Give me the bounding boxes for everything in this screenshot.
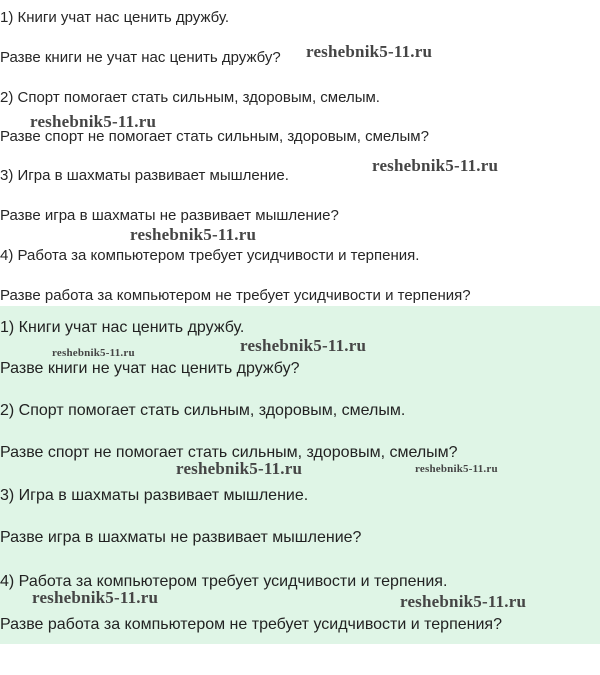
question-2: Разве спорт не помогает стать сильным, здоровым, смелым?: [0, 444, 458, 461]
statement-1: 1) Книги учат нас ценить дружбу.: [0, 9, 230, 26]
question-4: Разве работа за компьютером не требует усидчивости и терпения?: [0, 616, 502, 633]
question-4: Разве работа за компьютером не требует усидчивости и терпения?: [0, 287, 471, 304]
statement-4: 4) Работа за компьютером требует усидчивости и терпения.: [0, 247, 420, 264]
statement-1: 1) Книги учат нас ценить дружбу.: [0, 319, 245, 336]
question-3: Разве игра в шахматы не развивает мышление?: [0, 207, 339, 224]
watermark: reshebnik5-11.ru: [176, 459, 303, 478]
watermark: reshebnik5-11.ru: [240, 336, 367, 355]
question-1: Разве книги не учат нас ценить дружбу?: [0, 360, 300, 377]
answer-block: [0, 306, 600, 644]
watermark: reshebnik5-11.ru: [306, 42, 433, 61]
watermark: reshebnik5-11.ru: [372, 156, 499, 175]
statement-3: 3) Игра в шахматы развивает мышление.: [0, 167, 289, 184]
watermark: reshebnik5-11.ru: [52, 347, 135, 359]
statement-2: 2) Спорт помогает стать сильным, здоровым, смелым.: [0, 402, 406, 419]
watermark: reshebnik5-11.ru: [32, 588, 159, 607]
question-2: Разве спорт не помогает стать сильным, здоровым, смелым?: [0, 128, 429, 145]
watermark: reshebnik5-11.ru: [415, 463, 498, 475]
watermark: reshebnik5-11.ru: [400, 592, 527, 611]
watermark: reshebnik5-11.ru: [130, 225, 257, 244]
question-1: Разве книги не учат нас ценить дружбу?: [0, 49, 281, 66]
question-block: [0, 0, 600, 306]
statement-4: 4) Работа за компьютером требует усидчивости и терпения.: [0, 573, 448, 590]
statement-2: 2) Спорт помогает стать сильным, здоровым, смелым.: [0, 89, 380, 106]
question-3: Разве игра в шахматы не развивает мышление?: [0, 529, 362, 546]
statement-3: 3) Игра в шахматы развивает мышление.: [0, 487, 309, 504]
watermark: reshebnik5-11.ru: [30, 112, 157, 131]
